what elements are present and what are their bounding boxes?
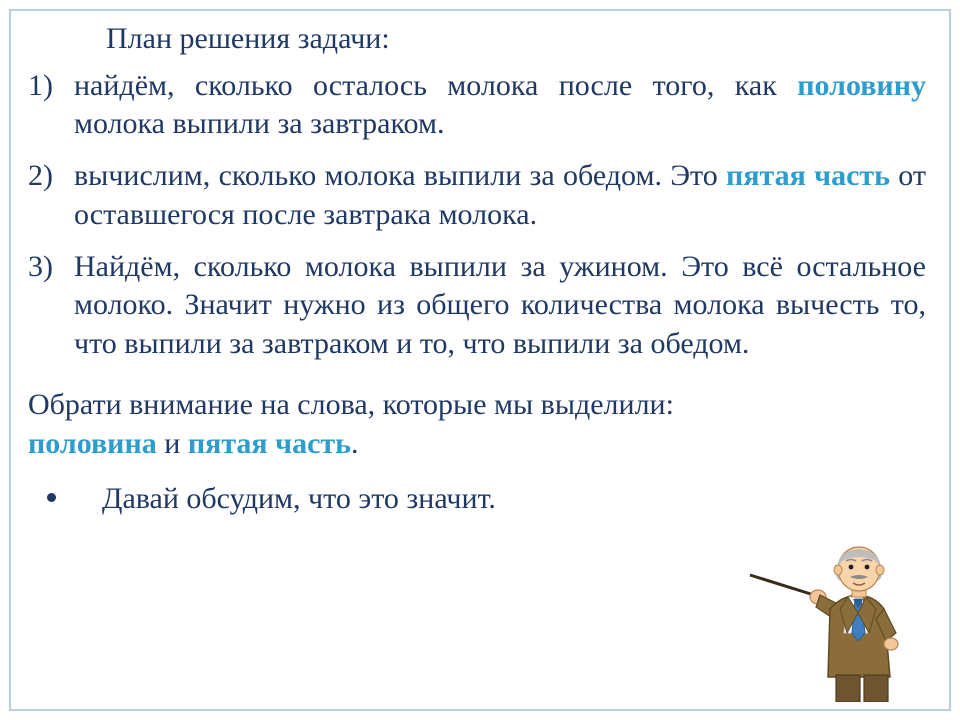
list-item-number: 2) <box>28 159 53 193</box>
list-item <box>28 248 932 363</box>
text-run: и <box>156 427 188 461</box>
text-run: найдём, сколько осталось молока после того, как <box>74 68 798 102</box>
text-run: . <box>351 427 359 461</box>
slide-content <box>28 22 932 518</box>
list-item-text <box>74 157 932 234</box>
page-title: План решения задачи: <box>106 22 390 55</box>
list-item-text <box>74 248 932 363</box>
text-run: Обрати внимание на слова, которые мы выделили: <box>28 388 674 422</box>
list-item <box>28 67 932 144</box>
teacher-with-pointer-icon <box>744 537 924 702</box>
highlighted-term: пятая часть <box>726 159 890 193</box>
highlighted-term: половину <box>797 68 926 102</box>
list-item-number: 1) <box>28 68 53 102</box>
list-item-text <box>74 67 932 144</box>
text-run: вычислим, сколько молока выпили за обедом. Это <box>74 159 727 193</box>
text-run: от оставшегося после завтрака молока. <box>74 159 926 231</box>
text-run: молока выпили за завтраком. <box>74 106 445 140</box>
final-line-text: Давай обсудим, что это значит. <box>102 482 496 516</box>
list-item-number: 3) <box>28 250 53 284</box>
highlighted-term: пятая часть <box>187 427 351 461</box>
final-line <box>28 479 932 518</box>
list-item <box>28 157 932 234</box>
text-run: Найдём, сколько молока выпили за ужином. Это всё остальное молоко. Значит нужно из общего количества молока вычесть то, что выпили за завтраком и то, что выпили за обедом. <box>74 250 926 360</box>
note-paragraph <box>28 385 798 463</box>
bullet-icon <box>28 479 74 502</box>
highlighted-term: половина <box>28 427 157 461</box>
